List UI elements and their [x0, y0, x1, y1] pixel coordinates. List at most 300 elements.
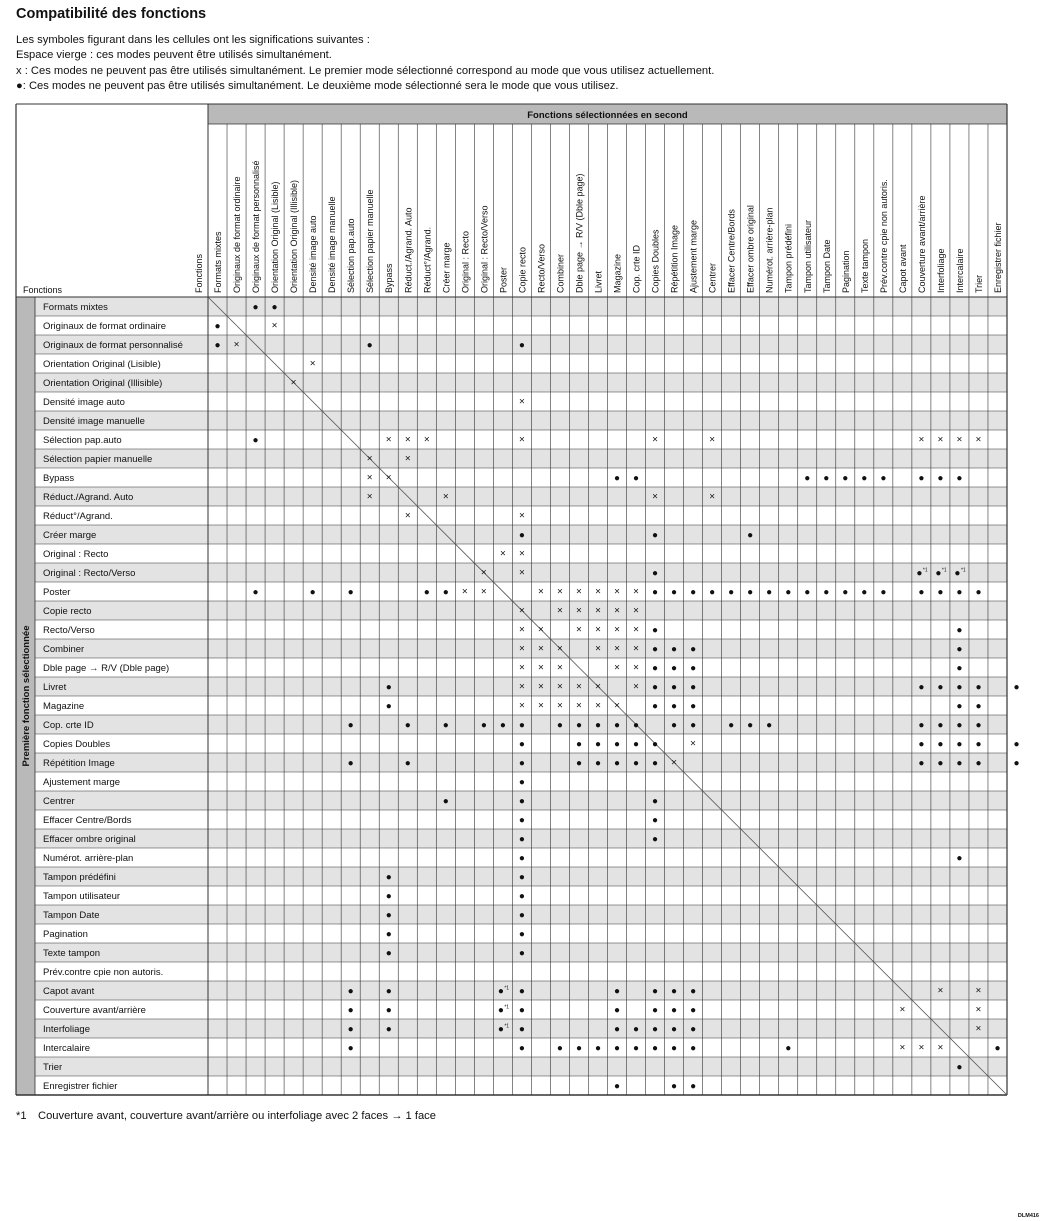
row-label: Tampon utilisateur	[43, 891, 121, 902]
cell-symbol-dot: ●	[385, 929, 392, 940]
cell-symbol-dot: ●	[652, 1043, 659, 1054]
cell-symbol-x: ×	[557, 700, 563, 712]
image-code: DLM416	[1017, 1213, 1039, 1219]
row-label: Dble page → R/V (Dble page)	[43, 663, 170, 674]
cell-symbol-x: ×	[518, 396, 525, 408]
cell-symbol-dot: ●	[1013, 739, 1020, 750]
cell-symbol-dot: ●	[518, 853, 525, 864]
cell-symbol-dot: ●	[594, 720, 602, 731]
cell-symbol-x: ×	[366, 453, 373, 465]
cell-symbol-dot: ●	[556, 720, 563, 731]
cell-symbol-dot: ●	[823, 587, 830, 598]
column-label: Poster	[498, 266, 509, 293]
cell-symbol-dot: ●	[652, 796, 659, 807]
cell-symbol-dot: ●	[518, 948, 525, 959]
cell-symbol-dot: ●	[956, 644, 963, 655]
cell-symbol-dot: ●	[671, 587, 678, 598]
cell-symbol-dot: ●	[385, 701, 392, 712]
cell-symbol-dot: ●	[975, 587, 982, 598]
cell-symbol-dot: ●	[671, 1024, 678, 1035]
cell-symbol-dot: ●	[575, 1043, 582, 1054]
cell-symbol-x: ×	[537, 681, 544, 693]
cell-symbol-dot: ●	[975, 701, 982, 712]
cell-symbol-dot: ●	[613, 473, 621, 484]
column-label: Originaux de format ordinaire	[232, 176, 243, 293]
cell-symbol-x: ×	[652, 434, 658, 446]
row-label: Intercalaire	[43, 1043, 90, 1054]
row-shade	[35, 487, 1007, 506]
cell-symbol-x: ×	[385, 472, 392, 484]
cell-symbol-dot: ●	[347, 1043, 354, 1054]
cell-symbol-dot: ●	[728, 587, 735, 598]
column-label: Numérot. arrière-plan	[764, 207, 775, 293]
cell-footnote-mark: *1	[960, 567, 966, 574]
cell-symbol-dot: ●	[975, 758, 982, 769]
cell-symbol-dot: ●	[785, 1043, 792, 1054]
cell-symbol-dot: ●	[518, 986, 525, 997]
cell-symbol-x: ×	[537, 643, 544, 655]
cell-symbol-x: ×	[480, 586, 487, 598]
cell-symbol-dot: ●	[671, 720, 678, 731]
cell-symbol-x: ×	[309, 358, 316, 370]
cell-footnote-mark: *1	[504, 1004, 510, 1011]
cell-symbol-x: ×	[956, 434, 963, 446]
cell-symbol-dot: ●	[497, 1005, 504, 1016]
cell-symbol-dot: ●	[690, 1043, 697, 1054]
cell-symbol-dot: ●	[518, 720, 525, 731]
column-label: Réduct./Agrand. Auto	[403, 207, 414, 293]
cell-symbol-x: ×	[233, 339, 240, 351]
row-shade	[35, 411, 1007, 430]
cell-symbol-dot: ●	[613, 1081, 621, 1092]
cell-symbol-dot: ●	[613, 720, 621, 731]
cell-symbol-dot: ●	[956, 682, 963, 693]
column-corner-label: Fonctions	[194, 253, 204, 293]
cell-symbol-dot: ●	[518, 340, 525, 351]
row-label: Pagination	[43, 929, 88, 940]
row-label: Tampon prédéfini	[43, 872, 116, 883]
cell-symbol-x: ×	[557, 681, 563, 693]
cell-symbol-dot: ●	[975, 682, 982, 693]
cell-symbol-dot: ●	[652, 739, 659, 750]
row-label: Densité image auto	[43, 397, 125, 408]
row-label: Effacer ombre original	[43, 834, 136, 845]
footnote	[16, 1110, 436, 1122]
column-label: Livret	[593, 270, 604, 293]
cell-symbol-x: ×	[290, 377, 297, 389]
cell-footnote-mark: *1	[504, 985, 510, 992]
cell-symbol-dot: ●	[518, 1024, 525, 1035]
cell-symbol-x: ×	[937, 985, 944, 997]
column-label: Couverture avant/arrière	[916, 195, 927, 293]
row-shade	[35, 1057, 1007, 1076]
cell-symbol-dot: ●	[690, 1081, 697, 1092]
row-label: Copie recto	[43, 606, 92, 617]
intro-line-dot-meaning: ●: Ces modes ne peuvent pas être utilisés simultanément. Le deuxième mode sélectionné sera le mode que vous utilisez.	[16, 79, 619, 92]
row-label: Densité image manuelle	[43, 416, 145, 427]
column-label: Sélection papier manuelle	[365, 189, 376, 293]
column-label: Original : Recto	[460, 230, 471, 293]
cell-symbol-x: ×	[366, 472, 373, 484]
row-label: Centrer	[43, 796, 75, 807]
cell-symbol-dot: ●	[747, 587, 754, 598]
cell-symbol-x: ×	[518, 643, 525, 655]
cell-symbol-dot: ●	[633, 758, 640, 769]
cell-symbol-x: ×	[671, 757, 678, 769]
cell-symbol-x: ×	[633, 586, 639, 598]
cell-symbol-dot: ●	[385, 910, 392, 921]
row-label: Réduct./Agrand. Auto	[43, 492, 134, 503]
cell-symbol-x: ×	[975, 434, 982, 446]
cell-symbol-dot: ●	[747, 530, 754, 541]
cell-symbol-dot: ●	[652, 644, 659, 655]
row-label: Original : Recto/Verso	[43, 568, 136, 579]
cell-symbol-dot: ●	[956, 758, 963, 769]
cell-symbol-x: ×	[537, 700, 544, 712]
cell-symbol-dot: ●	[937, 682, 944, 693]
cell-symbol-dot: ●	[690, 986, 697, 997]
row-label: Texte tampon	[43, 948, 101, 959]
cell-symbol-dot: ●	[956, 720, 963, 731]
cell-footnote-mark: *1	[504, 1023, 510, 1030]
row-label: Réduct°/Agrand.	[43, 511, 113, 522]
cell-symbol-x: ×	[518, 681, 525, 693]
cell-symbol-x: ×	[404, 510, 411, 522]
cell-symbol-dot: ●	[785, 587, 792, 598]
cell-symbol-dot: ●	[652, 1024, 659, 1035]
cell-symbol-dot: ●	[214, 321, 221, 332]
cell-symbol-dot: ●	[823, 473, 830, 484]
row-label: Bypass	[43, 473, 75, 484]
cell-symbol-dot: ●	[652, 530, 659, 541]
column-label: Formats mixtes	[213, 231, 224, 293]
cell-symbol-dot: ●	[652, 1005, 659, 1016]
cell-symbol-x: ×	[518, 434, 525, 446]
cell-symbol-dot: ●	[347, 587, 354, 598]
row-label: Numérot. arrière-plan	[43, 853, 134, 864]
cell-symbol-x: ×	[595, 643, 601, 655]
column-label: Densité image manuelle	[327, 196, 338, 293]
cell-symbol-dot: ●	[385, 1024, 392, 1035]
row-label: Original : Recto	[43, 549, 109, 560]
cell-symbol-dot: ●	[252, 435, 259, 446]
cell-symbol-x: ×	[633, 624, 639, 636]
row-shade	[35, 297, 1007, 316]
cell-symbol-dot: ●	[347, 986, 354, 997]
cell-symbol-dot: ●	[518, 815, 525, 826]
cell-symbol-x: ×	[576, 586, 582, 598]
cell-symbol-x: ×	[499, 548, 506, 560]
cell-symbol-x: ×	[633, 662, 639, 674]
cell-symbol-dot: ●	[690, 663, 697, 674]
cell-footnote-mark: *1	[922, 567, 928, 574]
cell-symbol-dot: ●	[690, 1024, 697, 1035]
cell-symbol-dot: ●	[918, 739, 925, 750]
cell-symbol-dot: ●	[918, 758, 925, 769]
cell-symbol-dot: ●	[690, 682, 697, 693]
column-label: Originaux de format personnalisé	[251, 160, 262, 293]
cell-symbol-dot: ●	[671, 682, 678, 693]
cell-symbol-dot: ●	[518, 891, 525, 902]
intro-line-x-meaning: x : Ces modes ne peuvent pas être utilisés simultanément. Le premier mode sélectionné correspond au mode que vous utilisez actuellement.	[16, 64, 715, 77]
cell-symbol-dot: ●	[956, 739, 963, 750]
row-shade	[35, 373, 1007, 392]
cell-symbol-dot: ●	[804, 587, 811, 598]
cell-symbol-dot: ●	[518, 796, 525, 807]
cell-symbol-dot: ●	[916, 568, 923, 579]
cell-symbol-dot: ●	[613, 986, 621, 997]
page-title: Compatibilité des fonctions	[16, 6, 207, 22]
cell-symbol-dot: ●	[518, 929, 525, 940]
cell-symbol-dot: ●	[575, 758, 582, 769]
cell-symbol-dot: ●	[366, 340, 373, 351]
cell-symbol-dot: ●	[652, 986, 659, 997]
column-group-header: Fonctions sélectionnées en second	[527, 110, 688, 121]
row-label: Trier	[43, 1062, 63, 1073]
cell-symbol-dot: ●	[497, 986, 504, 997]
column-label: Dble page → R/V (Dble page)	[574, 173, 585, 293]
column-label: Répétition Image	[669, 224, 680, 293]
row-label: Livret	[43, 682, 67, 693]
cell-symbol-x: ×	[518, 605, 525, 617]
cell-symbol-dot: ●	[518, 739, 525, 750]
cell-symbol-dot: ●	[347, 1024, 354, 1035]
column-label: Effacer Centre/Bords	[726, 209, 737, 293]
cell-symbol-dot: ●	[747, 720, 754, 731]
cell-symbol-x: ×	[633, 605, 639, 617]
cell-symbol-dot: ●	[671, 1043, 678, 1054]
cell-symbol-dot: ●	[385, 948, 392, 959]
column-label: Effacer ombre original	[745, 205, 756, 293]
cell-symbol-x: ×	[633, 681, 639, 693]
cell-symbol-x: ×	[975, 1023, 982, 1035]
cell-symbol-dot: ●	[861, 587, 868, 598]
cell-symbol-x: ×	[614, 700, 620, 712]
footnote-marker: *1	[16, 1110, 27, 1122]
cell-symbol-dot: ●	[861, 473, 868, 484]
row-label: Formats mixtes	[43, 302, 108, 313]
cell-symbol-dot: ●	[633, 720, 640, 731]
cell-symbol-dot: ●	[633, 739, 640, 750]
cell-symbol-x: ×	[576, 681, 582, 693]
cell-symbol-dot: ●	[709, 587, 716, 598]
cell-symbol-dot: ●	[937, 758, 944, 769]
cell-symbol-dot: ●	[937, 473, 944, 484]
cell-symbol-dot: ●	[594, 758, 602, 769]
cell-symbol-dot: ●	[918, 587, 925, 598]
cell-symbol-dot: ●	[404, 758, 411, 769]
cell-symbol-dot: ●	[671, 1081, 678, 1092]
cell-symbol-dot: ●	[385, 1005, 392, 1016]
cell-symbol-dot: ●	[633, 1043, 640, 1054]
column-label: Pagination	[840, 250, 851, 293]
cell-symbol-dot: ●	[594, 1043, 602, 1054]
row-label: Poster	[43, 587, 71, 598]
cell-symbol-dot: ●	[613, 1024, 621, 1035]
cell-symbol-dot: ●	[671, 986, 678, 997]
cell-symbol-dot: ●	[252, 587, 259, 598]
cell-symbol-dot: ●	[937, 720, 944, 731]
cell-symbol-dot: ●	[671, 1005, 678, 1016]
cell-symbol-x: ×	[614, 662, 620, 674]
cell-symbol-dot: ●	[309, 587, 316, 598]
cell-symbol-x: ×	[423, 434, 430, 446]
row-label: Tampon Date	[43, 910, 100, 921]
column-label: Enregistrer fichier	[992, 222, 1003, 293]
cell-symbol-dot: ●	[652, 587, 659, 598]
footnote-text: Couverture avant, couverture avant/arrière ou interfoliage avec 2 faces → 1 face	[38, 1110, 436, 1122]
cell-symbol-x: ×	[557, 662, 563, 674]
cell-symbol-x: ×	[404, 434, 411, 446]
cell-symbol-dot: ●	[423, 587, 430, 598]
cell-symbol-dot: ●	[633, 473, 640, 484]
cell-symbol-dot: ●	[918, 720, 925, 731]
cell-symbol-dot: ●	[613, 739, 621, 750]
cell-symbol-dot: ●	[975, 739, 982, 750]
cell-symbol-dot: ●	[842, 473, 849, 484]
cell-symbol-dot: ●	[633, 1024, 640, 1035]
cell-symbol-x: ×	[557, 586, 563, 598]
row-label: Enregistrer fichier	[43, 1081, 118, 1092]
cell-symbol-dot: ●	[518, 910, 525, 921]
cell-symbol-dot: ●	[652, 758, 659, 769]
row-label: Prév.contre cpie non autoris.	[43, 967, 164, 978]
cell-symbol-x: ×	[518, 624, 525, 636]
row-label: Recto/Verso	[43, 625, 95, 636]
cell-symbol-dot: ●	[766, 720, 773, 731]
cell-symbol-dot: ●	[918, 473, 925, 484]
cell-symbol-x: ×	[652, 491, 658, 503]
cell-symbol-dot: ●	[954, 568, 961, 579]
cell-symbol-dot: ●	[1013, 682, 1020, 693]
cell-symbol-x: ×	[404, 453, 411, 465]
row-corner-label: Fonctions	[23, 285, 63, 295]
column-label: Recto/Verso	[536, 243, 547, 293]
cell-symbol-dot: ●	[613, 1043, 621, 1054]
cell-symbol-dot: ●	[652, 701, 659, 712]
cell-symbol-dot: ●	[652, 663, 659, 674]
row-label: Couverture avant/arrière	[43, 1005, 146, 1016]
cell-symbol-x: ×	[595, 605, 601, 617]
row-label: Orientation Original (Illisible)	[43, 378, 163, 389]
cell-symbol-dot: ●	[594, 739, 602, 750]
cell-symbol-x: ×	[385, 434, 392, 446]
cell-symbol-dot: ●	[956, 701, 963, 712]
column-label: Créer marge	[441, 242, 452, 293]
cell-symbol-dot: ●	[347, 720, 354, 731]
cell-symbol-dot: ●	[518, 777, 525, 788]
cell-symbol-x: ×	[614, 605, 620, 617]
cell-symbol-dot: ●	[690, 587, 697, 598]
cell-symbol-dot: ●	[975, 720, 982, 731]
column-label: Combiner	[555, 253, 566, 293]
cell-symbol-x: ×	[937, 1042, 944, 1054]
column-label: Capot avant	[897, 244, 908, 293]
cell-symbol-x: ×	[480, 567, 487, 579]
row-label: Sélection papier manuelle	[43, 454, 153, 465]
column-label: Intercalaire	[954, 248, 965, 293]
row-label: Répétition Image	[43, 758, 115, 769]
row-shade	[35, 449, 1007, 468]
cell-symbol-dot: ●	[575, 720, 582, 731]
cell-symbol-dot: ●	[556, 1043, 563, 1054]
column-label: Ajustement marge	[688, 219, 699, 293]
cell-symbol-dot: ●	[442, 720, 449, 731]
cell-symbol-x: ×	[537, 662, 544, 674]
row-label: Capot avant	[43, 986, 95, 997]
cell-symbol-dot: ●	[918, 682, 925, 693]
row-label: Originaux de format personnalisé	[43, 340, 183, 351]
cell-symbol-dot: ●	[956, 853, 963, 864]
column-label: Copies Doubles	[650, 229, 661, 293]
cell-symbol-dot: ●	[690, 644, 697, 655]
row-label: Copies Doubles	[43, 739, 111, 750]
cell-symbol-x: ×	[614, 624, 620, 636]
cell-symbol-dot: ●	[956, 625, 963, 636]
column-label: Densité image auto	[308, 215, 319, 293]
cell-symbol-dot: ●	[671, 663, 678, 674]
cell-symbol-dot: ●	[728, 720, 735, 731]
cell-symbol-dot: ●	[937, 739, 944, 750]
cell-symbol-dot: ●	[652, 625, 659, 636]
column-label: Sélection pap.auto	[346, 218, 357, 293]
intro-line: Les symboles figurant dans les cellules ont les significations suivantes :	[16, 34, 370, 46]
column-label: Orientation Original (Illisible)	[289, 179, 300, 293]
cell-symbol-x: ×	[557, 605, 563, 617]
cell-symbol-dot: ●	[671, 644, 678, 655]
column-label: Cop. crte ID	[631, 244, 642, 293]
cell-symbol-x: ×	[690, 738, 697, 750]
cell-symbol-dot: ●	[804, 473, 811, 484]
cell-footnote-mark: *1	[941, 567, 947, 574]
cell-symbol-dot: ●	[613, 758, 621, 769]
row-label: Sélection pap.auto	[43, 435, 122, 446]
cell-symbol-dot: ●	[252, 302, 259, 313]
cell-symbol-dot: ●	[652, 568, 659, 579]
cell-symbol-x: ×	[709, 434, 716, 446]
cell-symbol-dot: ●	[956, 473, 963, 484]
cell-symbol-x: ×	[975, 1004, 982, 1016]
cell-symbol-dot: ●	[518, 834, 525, 845]
column-label: Trier	[973, 274, 984, 293]
cell-symbol-x: ×	[442, 491, 449, 503]
cell-symbol-dot: ●	[690, 720, 697, 731]
row-label: Orientation Original (Lisible)	[43, 359, 161, 370]
cell-symbol-dot: ●	[347, 758, 354, 769]
cell-symbol-dot: ●	[690, 701, 697, 712]
cell-symbol-x: ×	[975, 985, 982, 997]
cell-symbol-dot: ●	[518, 1043, 525, 1054]
cell-symbol-dot: ●	[385, 986, 392, 997]
cell-symbol-x: ×	[899, 1042, 906, 1054]
row-label: Magazine	[43, 701, 85, 712]
cell-symbol-dot: ●	[956, 587, 963, 598]
column-label: Centrer	[707, 262, 718, 293]
cell-symbol-x: ×	[595, 681, 601, 693]
cell-symbol-x: ×	[518, 510, 525, 522]
column-label: Interfoliage	[935, 248, 946, 293]
column-label: Tampon prédéfini	[783, 223, 794, 293]
column-label: Tampon utilisateur	[802, 219, 813, 293]
cell-symbol-dot: ●	[652, 815, 659, 826]
cell-symbol-x: ×	[576, 605, 582, 617]
column-label: Prév.contre cpie non autoris.	[878, 179, 889, 293]
column-label: Magazine	[612, 253, 623, 293]
cell-symbol-dot: ●	[518, 872, 525, 883]
cell-symbol-dot: ●	[214, 340, 221, 351]
cell-symbol-x: ×	[614, 643, 620, 655]
cell-symbol-x: ×	[576, 624, 582, 636]
